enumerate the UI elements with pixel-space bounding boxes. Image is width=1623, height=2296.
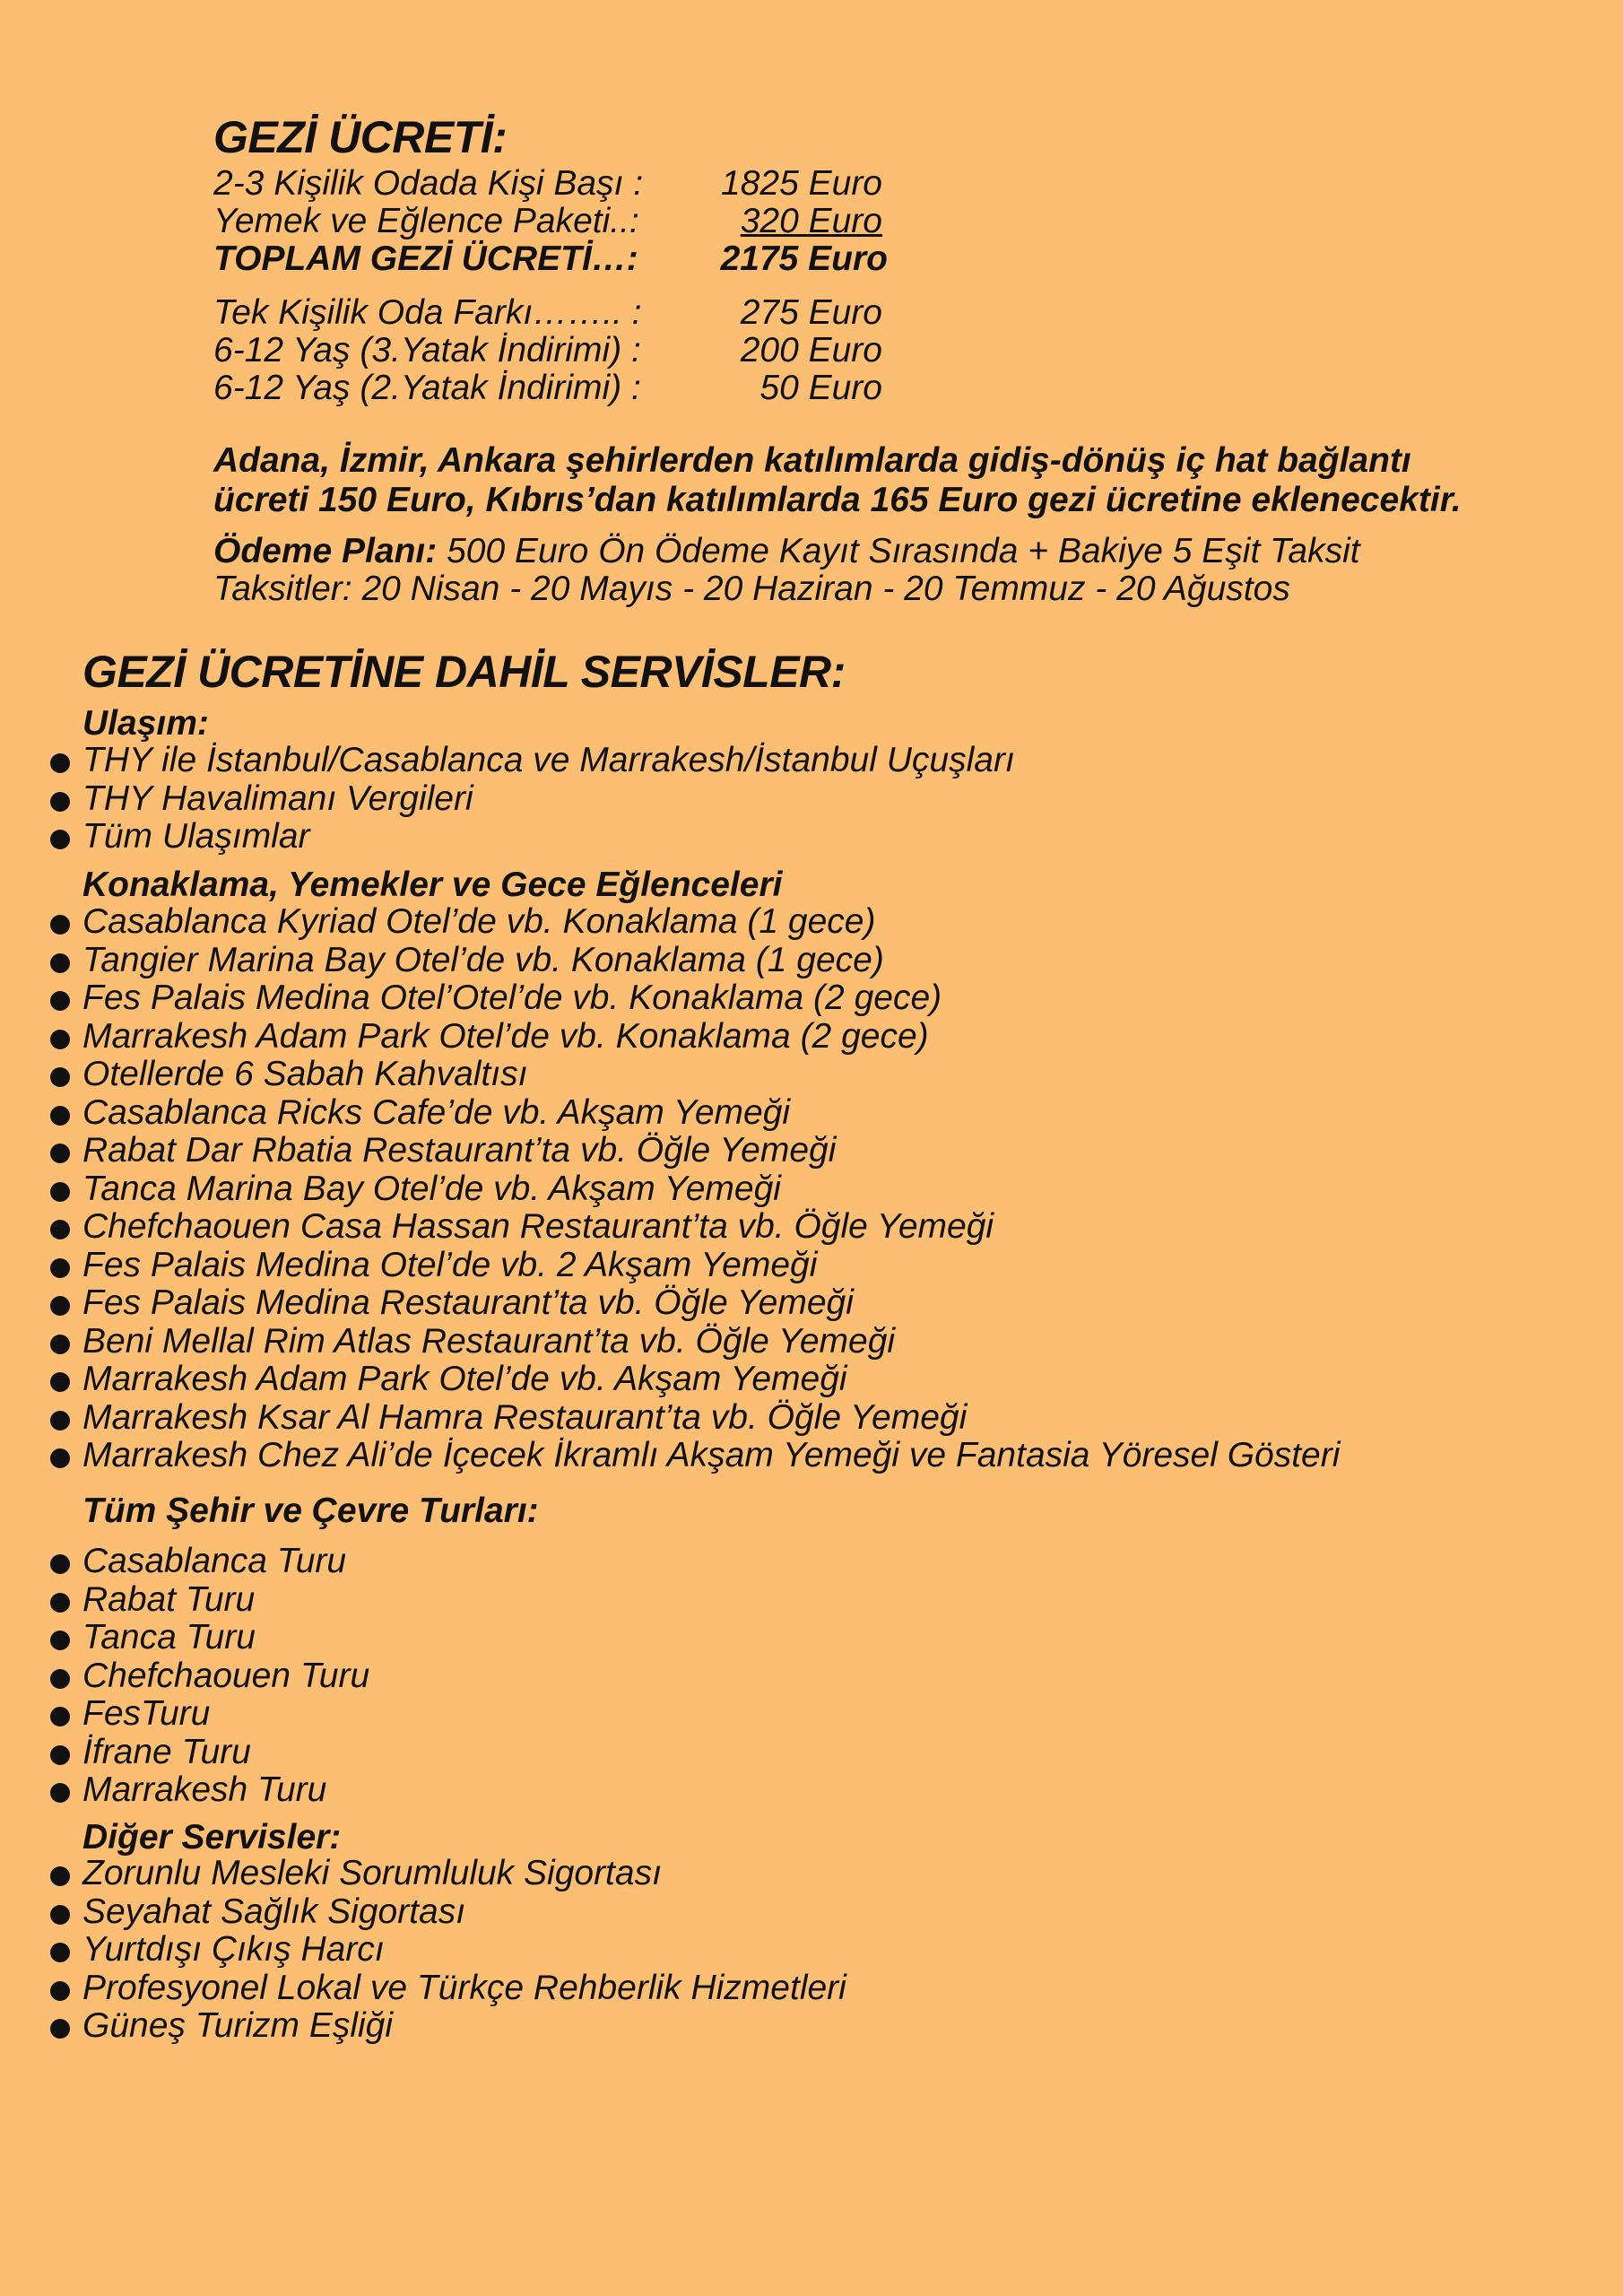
list-item: Fes Palais Medina Otel’Otel’de vb. Konaklama (2 gece) — [0, 979, 1340, 1018]
price-value: 1825 Euro — [721, 164, 882, 203]
bullet-icon — [50, 953, 70, 973]
bullet-icon — [50, 1707, 70, 1726]
price-row-single-room — [213, 294, 931, 332]
price-row-room — [213, 165, 931, 203]
accommodation-heading: Konaklama, Yemekler ve Gece Eğlenceleri — [82, 865, 783, 904]
accommodation-list — [0, 903, 1340, 1475]
bullet-icon — [50, 1745, 70, 1765]
note-line: ücreti 150 Euro, Kıbrıs’dan katılımlarda 165 Euro gezi ücretine eklenecektir. — [213, 481, 1462, 519]
bullet-icon — [50, 1905, 70, 1925]
pricing-title: GEZİ ÜCRETİ: — [213, 112, 508, 162]
list-item: Tüm Ulaşımlar — [0, 818, 1015, 857]
bullet-icon — [50, 991, 70, 1011]
bullet-icon — [50, 2019, 70, 2039]
other-services-heading: Diğer Servisler: — [82, 1818, 342, 1857]
note-line: Adana, İzmir, Ankara şehirlerden katılımlarda gidiş-dönüş iç hat bağlantı — [213, 441, 1411, 480]
list-item: Casablanca Turu — [0, 1543, 369, 1581]
list-item: Marrakesh Chez Ali’de İçecek İkramlı Akşam Yemeği ve Fantasia Yöresel Gösteri — [0, 1437, 1340, 1475]
price-row-meal-package — [213, 203, 931, 240]
payment-plan-label: Ödeme Planı: — [213, 532, 438, 570]
bullet-icon — [50, 1030, 70, 1049]
installments: Taksitler: 20 Nisan - 20 Mayıs - 20 Haziran - 20 Temmuz - 20 Ağustos — [213, 570, 1290, 608]
list-item: Seyahat Sağlık Sigortası — [0, 1893, 846, 1932]
bullet-icon — [50, 1411, 70, 1431]
payment-plan — [213, 533, 1360, 570]
price-label: Yemek ve Eğlence Paketi..: — [213, 202, 639, 240]
bullet-icon — [50, 1144, 70, 1163]
other-services-list — [0, 1855, 846, 2046]
transport-list — [0, 742, 1015, 857]
list-item: Chefchaouen Turu — [0, 1657, 369, 1696]
payment-plan-text: 500 Euro Ön Ödeme Kayıt Sırasında + Bakiye 5 Eşit Taksit — [447, 532, 1360, 570]
list-item: Chefchaouen Casa Hassan Restaurant’ta vb. Öğle Yemeği — [0, 1208, 1340, 1247]
bullet-icon — [50, 1981, 70, 2001]
price-row-child-3rd-bed — [213, 332, 931, 370]
bullet-icon — [50, 1593, 70, 1613]
bullet-icon — [50, 1669, 70, 1689]
price-label: TOPLAM GEZİ ÜCRETİ…: — [213, 239, 638, 278]
bullet-icon — [50, 1943, 70, 1962]
bullet-icon — [50, 1372, 70, 1392]
list-item: THY ile İstanbul/Casablanca ve Marrakesh/İstanbul Uçuşları — [0, 742, 1015, 780]
bullet-icon — [50, 1067, 70, 1087]
list-item: Profesyonel Lokal ve Türkçe Rehberlik Hizmetleri — [0, 1970, 846, 2008]
list-item: Tangier Marina Bay Otel’de vb. Konaklama (1 gece) — [0, 942, 1340, 980]
price-value: 320 Euro — [740, 202, 882, 240]
list-item: Marrakesh Adam Park Otel’de vb. Akşam Yemeği — [0, 1361, 1340, 1399]
bullet-icon — [50, 1448, 70, 1468]
bullet-icon — [50, 830, 70, 849]
price-value: 2175 Euro — [720, 239, 888, 278]
list-item: Tanca Marina Bay Otel’de vb. Akşam Yemeği — [0, 1170, 1340, 1209]
list-item: Marrakesh Adam Park Otel’de vb. Konaklama (2 gece) — [0, 1018, 1340, 1057]
list-item: Güneş Turizm Eşliği — [0, 2007, 846, 2046]
list-item: Casablanca Ricks Cafe’de vb. Akşam Yemeği — [0, 1094, 1340, 1133]
bullet-icon — [50, 1631, 70, 1650]
bullet-icon — [50, 1106, 70, 1126]
bullet-icon — [50, 1335, 70, 1354]
list-item: Beni Mellal Rim Atlas Restaurant’ta vb. Öğle Yemeği — [0, 1323, 1340, 1361]
list-item: Fes Palais Medina Restaurant’ta vb. Öğle Yemeği — [0, 1284, 1340, 1323]
list-item: Tanca Turu — [0, 1619, 369, 1657]
bullet-icon — [50, 1258, 70, 1278]
price-value: 275 Euro — [740, 293, 882, 332]
price-value: 50 Euro — [759, 369, 882, 407]
list-item: Yurtdışı Çıkış Harcı — [0, 1931, 846, 1970]
bullet-icon — [50, 1182, 70, 1202]
domestic-connection-note — [213, 441, 1612, 520]
price-label: Tek Kişilik Oda Farkı…….. : — [213, 293, 642, 332]
bullet-icon — [50, 792, 70, 812]
bullet-icon — [50, 1866, 70, 1886]
list-item: Zorunlu Mesleki Sorumluluk Sigortası — [0, 1855, 846, 1893]
list-item: Marrakesh Ksar Al Hamra Restaurant’ta vb. Öğle Yemeği — [0, 1399, 1340, 1438]
tours-list — [0, 1543, 369, 1810]
services-title: GEZİ ÜCRETİNE DAHİL SERVİSLER: — [82, 647, 846, 697]
list-item: Casablanca Kyriad Otel’de vb. Konaklama (1 gece) — [0, 903, 1340, 942]
bullet-icon — [50, 1783, 70, 1803]
list-item: Rabat Turu — [0, 1581, 369, 1620]
price-label: 6-12 Yaş (3.Yatak İndirimi) : — [213, 331, 641, 370]
price-row-total — [213, 240, 931, 278]
bullet-icon — [50, 915, 70, 935]
list-item: İfrane Turu — [0, 1734, 369, 1772]
bullet-icon — [50, 1296, 70, 1316]
price-row-child-2nd-bed — [213, 370, 931, 407]
price-label: 6-12 Yaş (2.Yatak İndirimi) : — [213, 369, 641, 407]
list-item: Otellerde 6 Sabah Kahvaltısı — [0, 1056, 1340, 1094]
bullet-icon — [50, 1220, 70, 1239]
list-item: FesTuru — [0, 1695, 369, 1734]
list-item: Fes Palais Medina Otel’de vb. 2 Akşam Yemeği — [0, 1247, 1340, 1285]
list-item: Marrakesh Turu — [0, 1771, 369, 1810]
transport-heading: Ulaşım: — [82, 704, 209, 743]
bullet-icon — [50, 753, 70, 773]
price-value: 200 Euro — [740, 331, 882, 370]
list-item: THY Havalimanı Vergileri — [0, 780, 1015, 819]
price-label: 2-3 Kişilik Odada Kişi Başı : — [213, 164, 644, 203]
tours-heading: Tüm Şehir ve Çevre Turları: — [82, 1492, 539, 1530]
bullet-icon — [50, 1554, 70, 1574]
list-item: Rabat Dar Rbatia Restaurant’ta vb. Öğle Yemeği — [0, 1132, 1340, 1170]
